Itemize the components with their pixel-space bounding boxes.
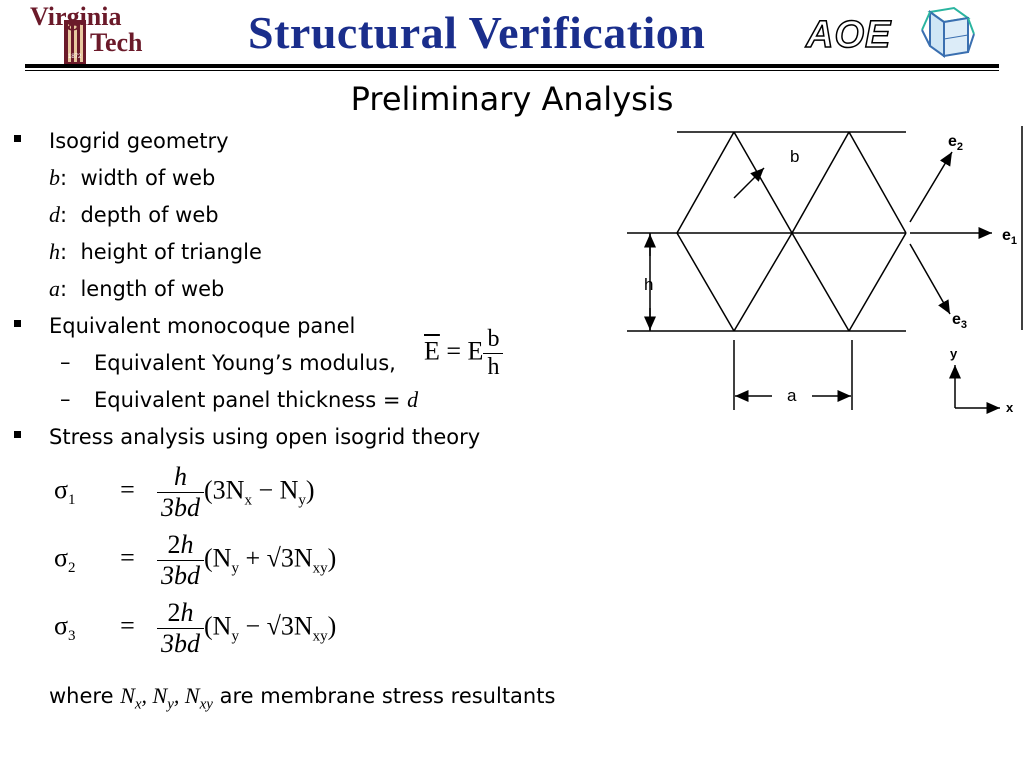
def-text: depth of web	[80, 203, 219, 227]
isogrid-cube-icon	[918, 4, 976, 64]
def-item-d: d: depth of web	[49, 202, 219, 227]
slide-title: Structural Verification	[248, 7, 706, 58]
diagram-label-e1: $e_1$	[1002, 227, 1018, 247]
def-item-h: h: height of triangle	[49, 239, 262, 264]
diagram-label-a: a	[787, 386, 797, 405]
bullet-marker	[14, 320, 21, 327]
header-rule-thin	[25, 70, 999, 71]
header-rule-thick	[25, 64, 999, 68]
logo-year: 1872	[68, 54, 82, 60]
bullet-equivalent-panel: Equivalent monocoque panel	[49, 314, 356, 338]
equation-sigma-2: $\sigma_2$ = $\frac{2h}{3bd}$ $(N_y + √3N_{xy})$	[54, 530, 337, 590]
where-statement: where $N_x$, $N_y$, $N_{xy}$ are membrane stress resultants	[49, 683, 556, 713]
diagram-label-e3: $e_3$	[952, 311, 968, 331]
def-text: width of web	[80, 166, 216, 190]
bullet-stress-analysis: Stress analysis using open isogrid theory	[49, 425, 481, 449]
isogrid-diagram	[622, 118, 1024, 418]
bullet-marker	[14, 431, 21, 438]
def-symbol: a	[49, 276, 60, 301]
slide-subtitle: Preliminary Analysis	[350, 80, 674, 118]
diagram-label-b: b	[790, 147, 800, 166]
sub-bullet-youngs-modulus: Equivalent Young’s modulus,	[94, 351, 396, 375]
equation-sigma-3: $\sigma_3$ = $\frac{2h}{3bd}$ $(N_y - √3N_{xy})$	[54, 598, 337, 658]
diagram-label-h: h	[644, 275, 654, 294]
sub-bullet-panel-thickness: Equivalent panel thickness = d	[94, 387, 419, 412]
diagram-label-x: x	[1006, 400, 1014, 415]
def-text: height of triangle	[80, 240, 262, 264]
diagram-label-y: y	[950, 346, 958, 361]
def-symbol: d	[49, 202, 60, 227]
sub-bullet-dash: –	[60, 387, 71, 411]
logo-word-virginia: Virginia	[30, 2, 122, 31]
diagram-label-e2: $e_2$	[948, 133, 964, 153]
def-item-a: a: length of web	[49, 276, 225, 301]
aoe-logo: AOE	[806, 14, 892, 56]
virginia-tech-logo	[28, 2, 178, 70]
youngs-modulus-formula: $\overline{E} = E$ $\frac{b}{h}$	[424, 326, 503, 381]
sub-bullet-dash: –	[60, 350, 71, 374]
logo-word-tech: Tech	[90, 28, 143, 57]
def-symbol: h	[49, 239, 60, 264]
equation-sigma-1: $\sigma_1$ = $\frac{h}{3bd}$ $(3N_x - N_y)$	[54, 462, 315, 522]
def-text: length of web	[80, 277, 225, 301]
bullet-marker	[14, 135, 21, 142]
def-symbol: b	[49, 165, 60, 190]
def-item-b: b: width of web	[49, 165, 216, 190]
bullet-isogrid-geometry: Isogrid geometry	[49, 129, 229, 153]
